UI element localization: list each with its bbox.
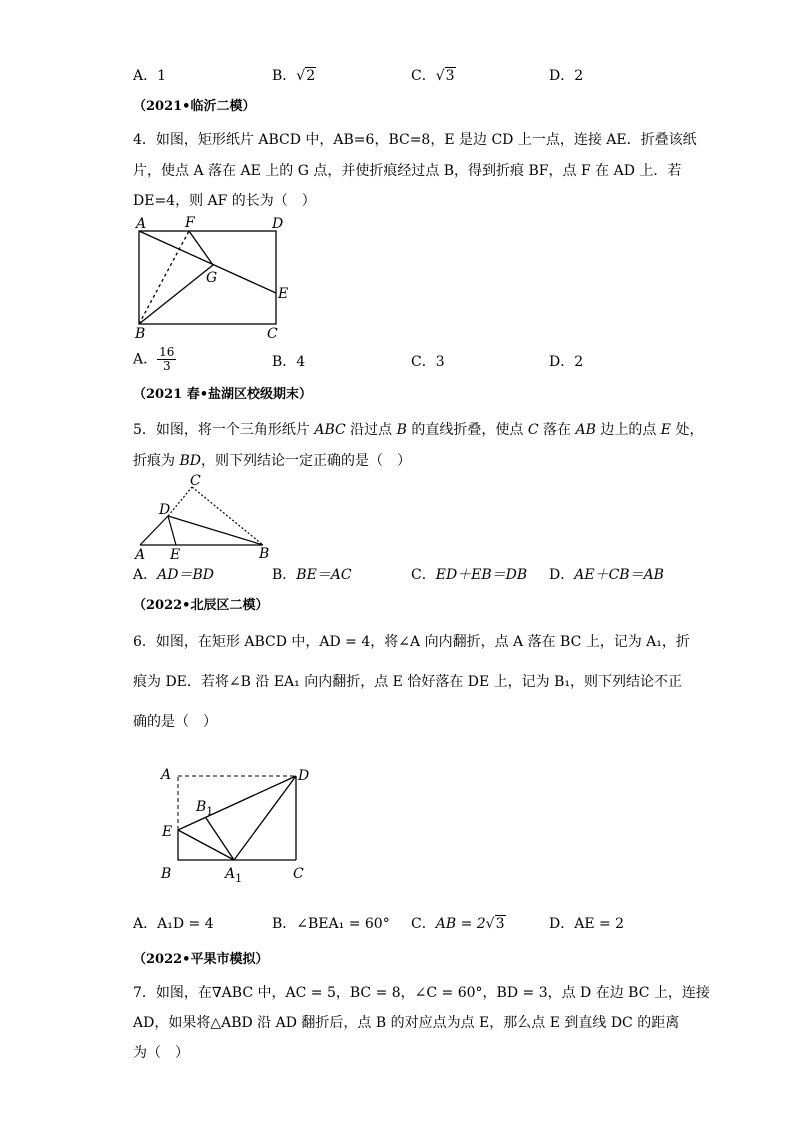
q6-text-line1: 6．如图，在矩形 ABCD 中，AD = 4，将∠A 向内翻折，点 A 落在 BC 上，记为 A₁，折: [133, 634, 690, 650]
q4-label-c: C: [267, 326, 278, 342]
q6-segment-B1A1: [206, 818, 234, 860]
q4-figure: [130, 214, 310, 344]
q5-text-line1: 5．如图，将一个三角形纸片 ABC 沿过点 B 的直线折叠，使点 C 落在 AB 边上的点 E 处，: [133, 422, 704, 438]
q7-text-line2: AD，如果将△ABD 沿 AD 翻折后，点 B 的对应点为点 E，那么点 E 到直线 DC 的距离: [133, 1015, 680, 1031]
q5-figure: [130, 472, 290, 567]
q6-text-line3: 确的是（ ）: [133, 714, 217, 730]
q5-source: （2021 春•盐湖区校级期末）: [133, 387, 313, 402]
q6-original-rectangle: [178, 776, 296, 860]
q6-option-a: A．A₁D = 4: [133, 916, 214, 932]
q4-text-line3: DE=4，则 AF 的长为（ ）: [133, 193, 316, 209]
q4-fold-BF: [139, 231, 189, 324]
q7-text-line1: 7．如图，在∇ABC 中，AC = 5，BC = 8，∠C = 60°，BD = 3，点 D 在边 BC 上，连接: [133, 985, 710, 1001]
q6-label-b1: $B_1$: [196, 799, 214, 818]
q7-source: （2022•平果市模拟）: [133, 952, 269, 967]
q4-text-line2: 片，使点 A 落在 AE 上的 G 点，并使折痕经过点 B，得到折痕 BF，点 F 在 AD 上．若: [133, 163, 682, 179]
q4-label-f: F: [185, 215, 195, 231]
q3-option-c: C．√3: [411, 68, 455, 84]
q6-source: （2022•北辰区二模）: [133, 598, 269, 613]
q4-option-d: D．2: [549, 354, 584, 370]
q4-segment-FG: [189, 231, 213, 265]
q5-label-b: B: [259, 546, 270, 562]
q6-label-a1: $A_1$: [225, 866, 243, 885]
q4-text-line1: 4．如图，矩形纸片 ABCD 中，AB=6，BC=8，E 是边 CD 上一点，连接 AE．折叠该纸: [133, 132, 697, 148]
q6-label-e: E: [162, 824, 173, 840]
q4-label-e: E: [278, 286, 289, 302]
q4-label-d: D: [272, 216, 284, 232]
q5-segment-DB: [168, 516, 263, 545]
q5-segment-DE: [168, 516, 176, 545]
q6-text-line2: 痕为 DE．若将∠B 沿 EA₁ 向内翻折，点 E 恰好落在 DE 上，记为 B₁，则下列结论不正: [133, 674, 683, 690]
q5-label-e: E: [170, 547, 181, 563]
q6-label-d: D: [298, 768, 310, 784]
q5-text-line2: 折痕为 BD，则下列结论一定正确的是（ ）: [133, 453, 411, 469]
q4-label-g: G: [206, 270, 218, 286]
q5-dotted-CB: [192, 487, 263, 545]
q6-option-c: C．AB = 2√3: [411, 916, 505, 932]
q5-segment-AD: [140, 516, 168, 545]
q5-label-a: A: [135, 547, 146, 563]
q3-option-a: A．1: [133, 68, 167, 84]
q5-option-d: D．AE＋CB＝AB: [549, 567, 664, 583]
q7-text-line3: 为（ ）: [133, 1045, 189, 1061]
q6-label-b: B: [161, 866, 172, 882]
q6-segment-EA1: [178, 830, 234, 860]
q6-label-c: C: [293, 866, 304, 882]
q5-label-c: C: [190, 473, 201, 489]
q4-segment-BG: [139, 265, 213, 324]
q5-option-a: A．AD＝BD: [133, 567, 214, 583]
q4-option-b: B．4: [272, 354, 306, 370]
q6-label-a: A: [161, 767, 172, 783]
q6-figure: [156, 760, 326, 890]
q5-dotted-DC: [168, 487, 192, 516]
q3-option-b: B．√2: [272, 68, 316, 84]
q6-segment-A1D: [234, 776, 296, 860]
q5-option-b: B．BE＝AC: [272, 567, 352, 583]
q6-option-d: D．AE = 2: [549, 916, 625, 932]
q4-label-a: A: [136, 216, 147, 232]
q5-option-c: C．ED＋EB＝DB: [411, 567, 528, 583]
q4-option-c: C．3: [411, 354, 445, 370]
q4-label-b: B: [135, 326, 146, 342]
q4-option-a: A． $\frac{16}{3}$: [133, 345, 175, 373]
q6-option-b: B．∠BEA₁ = 60°: [272, 916, 390, 932]
q5-label-d: D: [159, 502, 171, 518]
q3-option-d: D．2: [549, 68, 584, 84]
q4-source: （2021•临沂二模）: [133, 99, 256, 114]
